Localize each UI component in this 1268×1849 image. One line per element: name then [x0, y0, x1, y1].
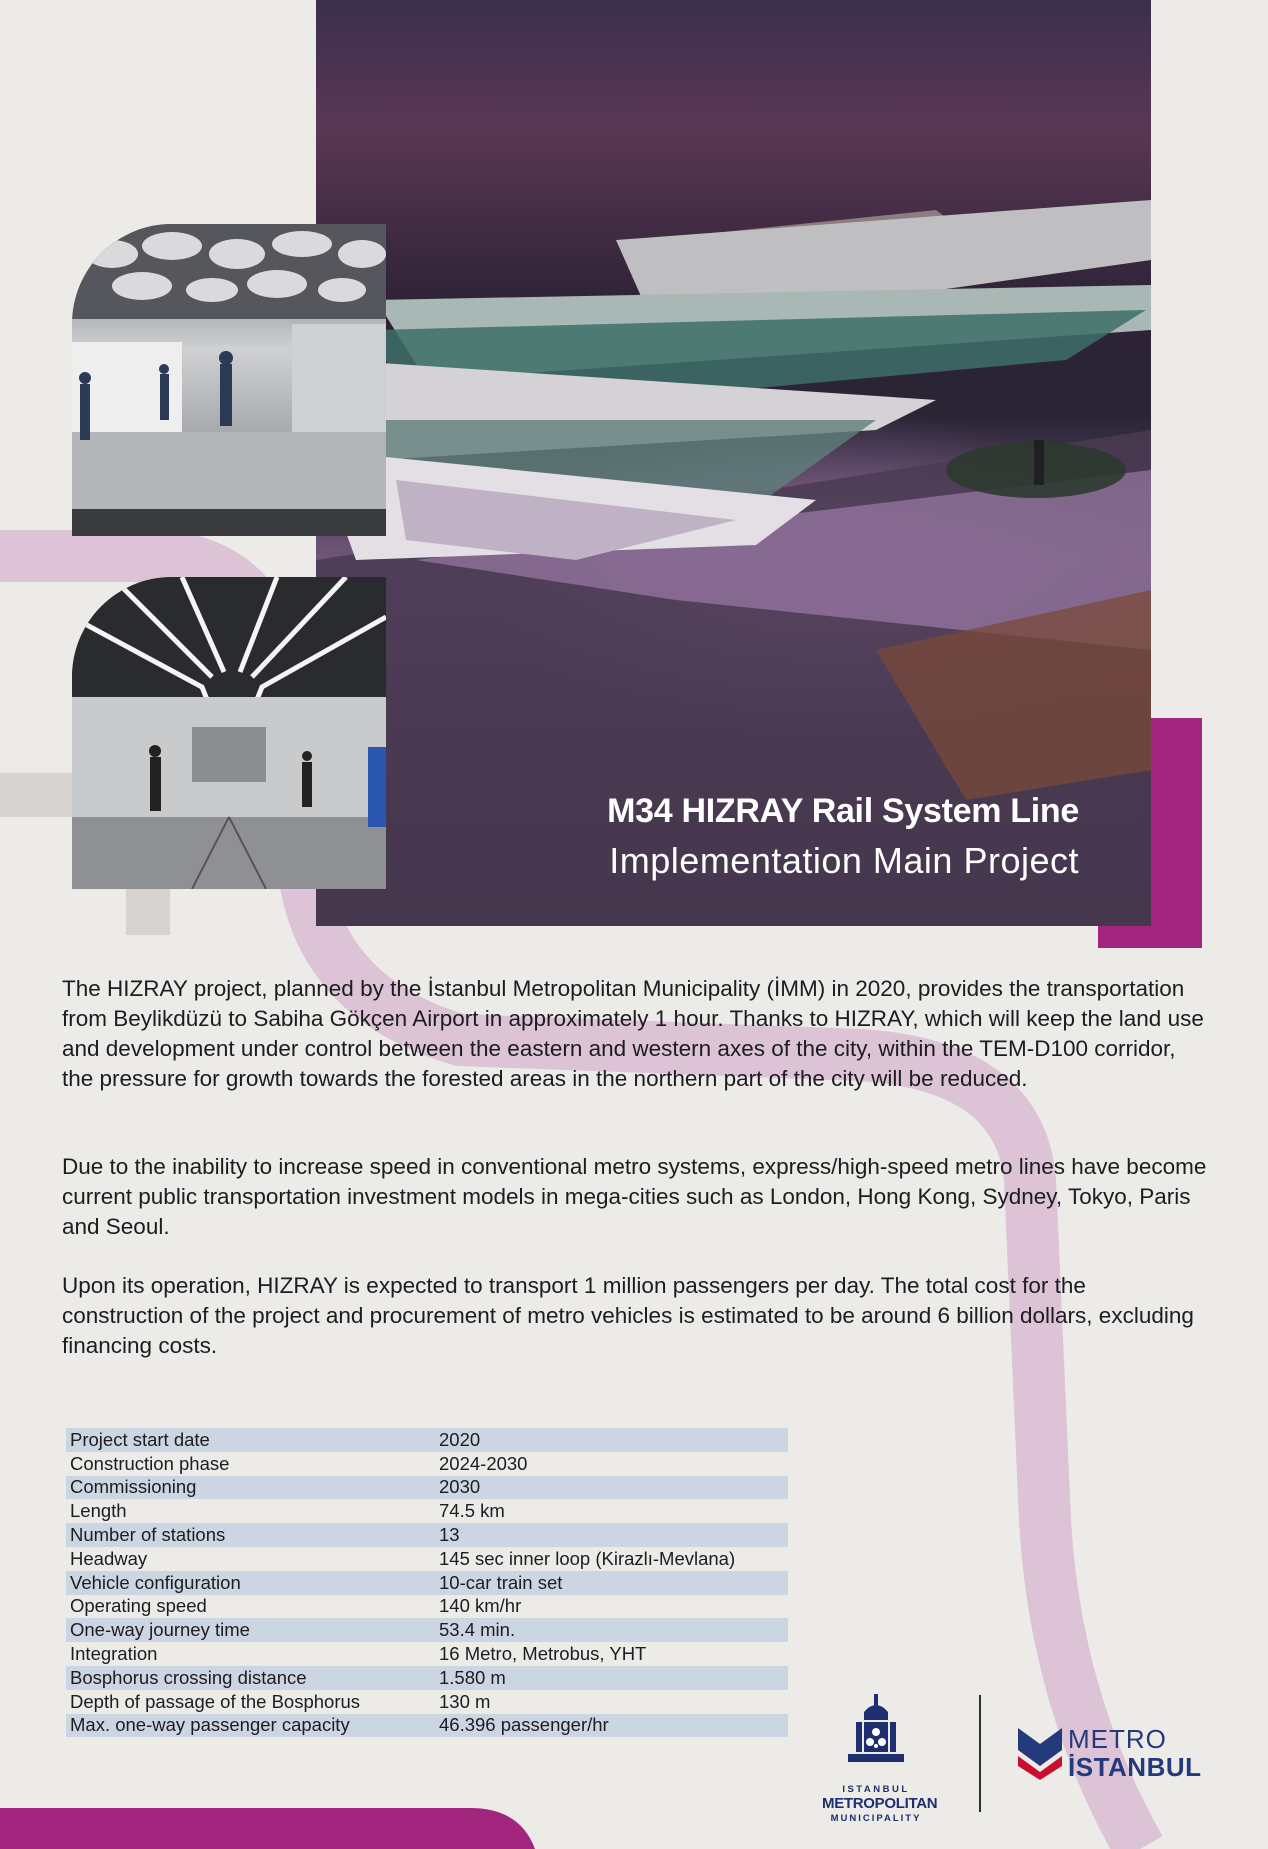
- page-subtitle: Implementation Main Project: [609, 840, 1079, 881]
- station-hall-photo: [72, 224, 386, 536]
- ibb-logo-line2: METROPOLITAN: [822, 1795, 938, 1812]
- ribbon-magenta-bottom: [0, 1808, 535, 1849]
- platform-corridor-illustration: [72, 577, 386, 889]
- spec-label: Max. one-way passenger capacity: [70, 1714, 350, 1736]
- metro-istanbul-logo: [1018, 1724, 1238, 1784]
- spec-value: 2030: [439, 1476, 481, 1498]
- building-render: [316, 0, 1151, 926]
- spec-table: [66, 1428, 788, 1737]
- ibb-logo-line3: MUNICIPALITY: [830, 1813, 922, 1824]
- intro-paragraph: The HIZRAY project, planned by the İstanbul Metropolitan Municipality (İMM) in 2020, provides the transportation from Beylikdüzü to Sabiha Gökçen Airport in approximately 1 hour. Thanks to HIZRAY, which will keep the land use and development under control between the eastern and western axes of the city, within the TEM-D100 corridor, the pressure for growth towards the forested areas in the northern part of the city will be reduced.: [62, 976, 1204, 1091]
- spec-label: Length: [70, 1500, 127, 1522]
- spec-row: [66, 1571, 788, 1595]
- spec-row: [66, 1618, 788, 1642]
- spec-label: Construction phase: [70, 1452, 230, 1474]
- ibb-logo-line1: ISTANBUL: [842, 1784, 910, 1795]
- spec-label: Project start date: [70, 1428, 210, 1450]
- spec-label: Commissioning: [70, 1476, 197, 1498]
- page-title: M34 HIZRAY Rail System Line: [607, 792, 1079, 830]
- platform-corridor-photo: [72, 577, 386, 889]
- spec-label: Vehicle configuration: [70, 1571, 241, 1593]
- spec-label: Depth of passage of the Bosphorus: [70, 1690, 361, 1712]
- spec-value: 2024-2030: [439, 1452, 528, 1474]
- spec-value: 53.4 min.: [439, 1619, 516, 1641]
- spec-row: [66, 1714, 788, 1738]
- metro-logo-line1: METRO: [1068, 1724, 1167, 1754]
- spec-value: 145 sec inner loop (Kirazlı-Mevlana): [439, 1547, 736, 1569]
- spec-row: [66, 1547, 788, 1571]
- spec-value: 46.396 passenger/hr: [439, 1714, 609, 1736]
- metro-logo-line2: İSTANBUL: [1068, 1752, 1202, 1782]
- spec-label: Headway: [70, 1547, 148, 1569]
- spec-value: 140 km/hr: [439, 1595, 522, 1617]
- ibb-logo: [822, 1694, 938, 1824]
- spec-row: [66, 1499, 788, 1523]
- spec-label: Bosphorus crossing distance: [70, 1666, 307, 1688]
- spec-label: Integration: [70, 1643, 158, 1665]
- spec-row: [66, 1523, 788, 1547]
- station-hall-illustration: [72, 224, 386, 536]
- logo-divider: [979, 1695, 981, 1812]
- spec-value: 13: [439, 1524, 460, 1546]
- spec-value: 10-car train set: [439, 1571, 563, 1593]
- spec-row: [66, 1428, 788, 1452]
- metro-m-icon: [1018, 1728, 1062, 1780]
- hero-render-image: [316, 0, 1151, 926]
- spec-value: 130 m: [439, 1690, 491, 1712]
- spec-row: [66, 1595, 788, 1619]
- spec-value: 2020: [439, 1428, 481, 1450]
- capacity-cost-paragraph: Upon its operation, HIZRAY is expected to transport 1 million passengers per day. The total cost for the construction of the project and procurement of metro vehicles is estimated to be around 6 billion dollars, excluding financing costs.: [62, 1273, 1194, 1358]
- spec-row: [66, 1666, 788, 1690]
- spec-label: Operating speed: [70, 1595, 207, 1617]
- spec-value: 1.580 m: [439, 1666, 506, 1688]
- spec-row: [66, 1452, 788, 1476]
- context-paragraph: Due to the inability to increase speed in conventional metro systems, express/high-speed metro lines have become current public transportation investment models in mega-cities such as London, Hong Kong, Sydney, Tokyo, Paris and Seoul.: [62, 1154, 1207, 1239]
- spec-row: [66, 1690, 788, 1714]
- spec-label: Number of stations: [70, 1524, 226, 1546]
- spec-value: 74.5 km: [439, 1500, 505, 1522]
- spec-row: [66, 1642, 788, 1666]
- spec-row: [66, 1476, 788, 1500]
- spec-label: One-way journey time: [70, 1619, 250, 1641]
- spec-value: 16 Metro, Metrobus, YHT: [439, 1643, 647, 1665]
- ibb-emblem-icon: [846, 1694, 906, 1772]
